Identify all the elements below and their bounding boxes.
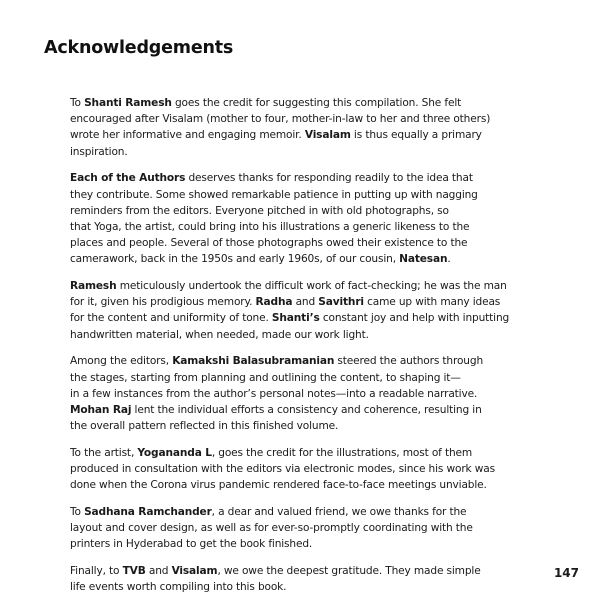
text-run: is thus equally a primary inspiration. xyxy=(70,129,482,158)
bold-name: Natesan xyxy=(399,253,448,266)
text-run: meticulously undertook the difficult work of fact-checking; he was the man for it, given his prodigious memory. xyxy=(70,280,507,309)
text-run: Finally, to xyxy=(70,565,123,578)
text-run: lent the individual efforts a consistency and coherence, resulting in the overall pattern reflected in this finished volume. xyxy=(70,403,482,433)
bold-name: Radha xyxy=(255,296,293,309)
text-run: goes the credit for suggesting this compilation. She felt encouraged after Visalam (mother to four, mother-in-law to her and three others) wrote her informative and engaging memoir. xyxy=(70,97,491,142)
text-run: Among the editors, xyxy=(70,355,173,368)
text-run: deserves thanks for responding readily to the idea that they contribute. Some showed remarkable patience in putting up with nagging reminders from the editors. Everyone pitched in with old photographs, so that Yoga, the artist, could bring into his illustrations a generic likeness to the places and people. Several of those photographs owed their existence to the camerawork, back in the 1950s and early 1960s, of our cousin, xyxy=(70,172,478,266)
paragraph xyxy=(70,504,550,553)
bold-name: Shanti Ramesh xyxy=(84,97,172,109)
bold-name: Shanti’s xyxy=(271,312,320,325)
page-number: 147 xyxy=(553,566,579,580)
bold-name: TVB xyxy=(122,565,146,578)
text-run: . xyxy=(447,253,451,266)
paragraph xyxy=(70,95,550,160)
paragraph xyxy=(70,445,550,494)
text-run: came up with many ideas for the content and uniformity of tone. xyxy=(70,296,501,325)
bold-name: Kamakshi Balasubramanian xyxy=(172,355,335,368)
text-run: , a dear and valued friend, we owe thanks for the layout and cover design, as well as for ever-so-promptly coordinating with the printers in Hyderabad to get the book finished. xyxy=(70,505,473,551)
text-run: To xyxy=(70,97,85,109)
bold-name: Savithri xyxy=(318,296,364,309)
bold-name: Ramesh xyxy=(70,280,117,293)
bold-name: Sadhana Ramchander xyxy=(84,505,212,518)
page-title: Acknowledgements xyxy=(44,38,234,58)
bold-name: Yogananda L xyxy=(137,446,212,459)
text-run: and xyxy=(145,565,172,578)
bold-name: Mohan Raj xyxy=(70,403,132,416)
text-run: , we owe the deepest gratitude. They made simple life events worth compiling into this book. xyxy=(70,565,481,594)
paragraph xyxy=(70,278,550,343)
paragraph xyxy=(70,353,550,434)
text-run: steered the authors through the stages, starting from planning and outlining the content, to shaping it— in a few instances from the author’s personal notes—into a readable narrative. xyxy=(70,355,484,400)
text-run: constant joy and help with inputting handwritten material, when needed, made our work light. xyxy=(70,312,510,341)
text-run: To xyxy=(70,505,85,518)
text-run: , goes the credit for the illustrations, most of them produced in consultation with the editors via electronic modes, since his work was done when the Corona virus pandemic rendered face-to-face meetings unviable. xyxy=(70,446,495,492)
bold-name: Visalam xyxy=(304,129,351,142)
acknowledgements-body xyxy=(70,95,550,606)
bold-name: Each of the Authors xyxy=(70,172,186,185)
paragraph xyxy=(70,170,550,267)
text-run: and xyxy=(292,296,319,309)
text-run: To the artist, xyxy=(70,446,138,459)
paragraph xyxy=(70,563,550,595)
bold-name: Visalam xyxy=(171,565,218,578)
